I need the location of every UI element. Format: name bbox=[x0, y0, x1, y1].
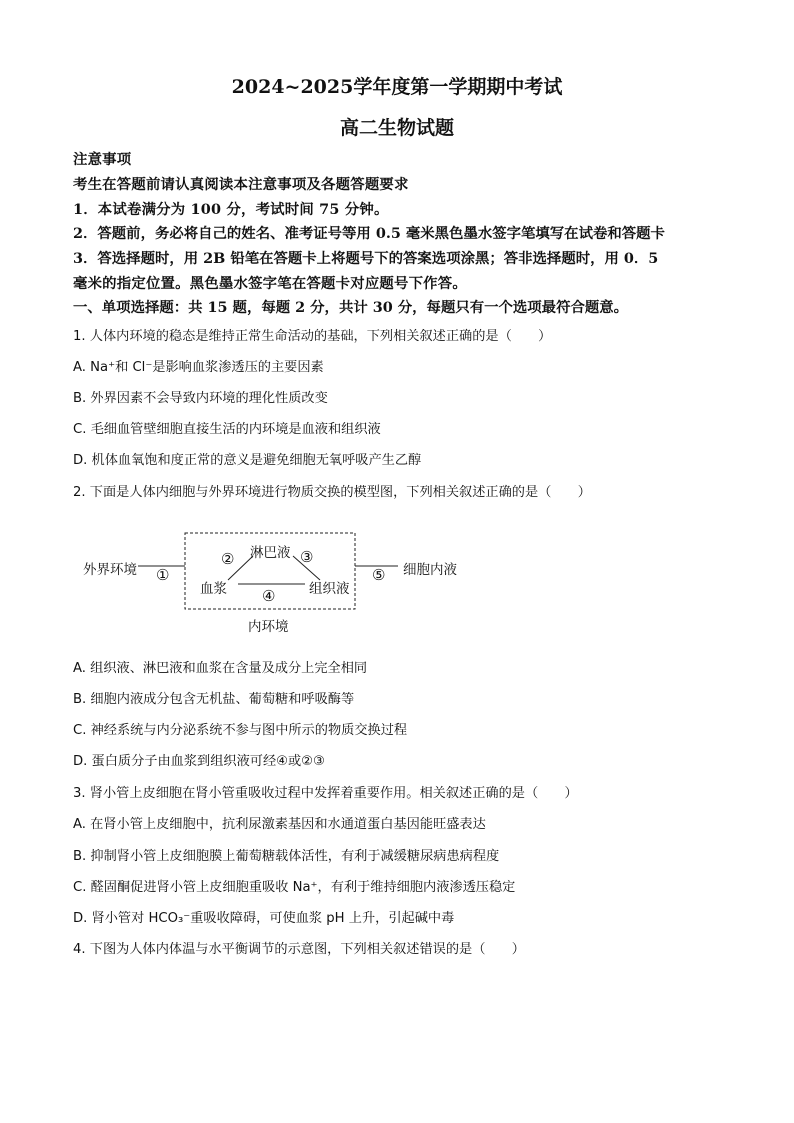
label-lymph: 淋巴液 bbox=[250, 545, 291, 561]
question-3-stem: 3. 肾小管上皮细胞在肾小管重吸收过程中发挥着重要作用。相关叙述正确的是（ ） bbox=[73, 786, 578, 801]
question-2-stem: 2. 下面是人体内细胞与外界环境进行物质交换的模型图，下列相关叙述正确的是（ ） bbox=[73, 485, 591, 500]
section-title: 一、单项选择题：共 15 题，每题 2 分，共计 30 分，每题只有一个选项最符合题意。 bbox=[73, 299, 629, 316]
number-2: ② bbox=[221, 550, 235, 568]
notice-item-4: 毫米的指定位置。黑色墨水签字笔在答题卡对应题号下作答。 bbox=[73, 275, 467, 292]
notice-item-2: 2．答题前，务必将自己的姓名、准考证号等用 0.5 毫米黑色墨水签字笔填写在试卷和答题卡 bbox=[73, 225, 665, 242]
label-plasma: 血浆 bbox=[200, 581, 227, 597]
label-outside-environment: 外界环境 bbox=[83, 562, 137, 578]
question-2-option-c: C. 神经系统与内分泌系统不参与图中所示的物质交换过程 bbox=[73, 723, 408, 738]
question-1-option-d: D. 机体血氧饱和度正常的意义是避免细胞无氧呼吸产生乙醇 bbox=[73, 453, 422, 468]
label-intracellular-fluid: 细胞内液 bbox=[403, 562, 457, 578]
notice-heading: 注意事项 bbox=[73, 151, 132, 168]
label-tissue-fluid: 组织液 bbox=[309, 581, 350, 597]
question-2-option-b: B. 细胞内液成分包含无机盐、葡萄糖和呼吸酶等 bbox=[73, 692, 355, 707]
question-1-stem: 1. 人体内环境的稳态是维持正常生命活动的基础，下列相关叙述正确的是（ ） bbox=[73, 329, 552, 344]
question-3-option-a: A. 在肾小管上皮细胞中，抗利尿激素基因和水通道蛋白基因能旺盛表达 bbox=[73, 817, 486, 832]
question-1-option-a: A. Na⁺和 Cl⁻是影响血浆渗透压的主要因素 bbox=[73, 360, 324, 375]
question-3-option-b: B. 抑制肾小管上皮细胞膜上葡萄糖载体活性，有利于减缓糖尿病患病程度 bbox=[73, 849, 500, 864]
material-exchange-diagram bbox=[80, 528, 480, 638]
notice-lead: 考生在答题前请认真阅读本注意事项及各题答题要求 bbox=[73, 176, 409, 193]
number-3: ③ bbox=[300, 548, 314, 566]
label-internal-environment: 内环境 bbox=[248, 619, 289, 635]
question-3-option-c: C. 醛固酮促进肾小管上皮细胞重吸收 Na⁺，有利于维持细胞内液渗透压稳定 bbox=[73, 880, 516, 895]
exam-subtitle: 高二生物试题 bbox=[339, 117, 454, 139]
question-3-option-d: D. 肾小管对 HCO₃⁻重吸收障碍，可使血浆 pH 上升，引起碱中毒 bbox=[73, 911, 455, 926]
question-4-stem: 4. 下图为人体内体温与水平衡调节的示意图，下列相关叙述错误的是（ ） bbox=[73, 942, 525, 957]
question-2-option-d: D. 蛋白质分子由血浆到组织液可经④或②③ bbox=[73, 754, 325, 769]
question-1-option-b: B. 外界因素不会导致内环境的理化性质改变 bbox=[73, 391, 328, 406]
notice-item-1: 1．本试卷满分为 100 分，考试时间 75 分钟。 bbox=[73, 201, 389, 218]
number-5: ⑤ bbox=[372, 566, 386, 584]
number-4: ④ bbox=[262, 587, 276, 605]
notice-item-3: 3．答选择题时，用 2B 铅笔在答题卡上将题号下的答案选项涂黑；答非选择题时，用 0．5 bbox=[73, 250, 659, 267]
question-2-option-a: A. 组织液、淋巴液和血浆在含量及成分上完全相同 bbox=[73, 661, 368, 676]
exam-title: 2024~2025学年度第一学期期中考试 bbox=[231, 76, 563, 98]
question-1-option-c: C. 毛细血管壁细胞直接生活的内环境是血液和组织液 bbox=[73, 422, 381, 437]
number-1: ① bbox=[156, 566, 170, 584]
